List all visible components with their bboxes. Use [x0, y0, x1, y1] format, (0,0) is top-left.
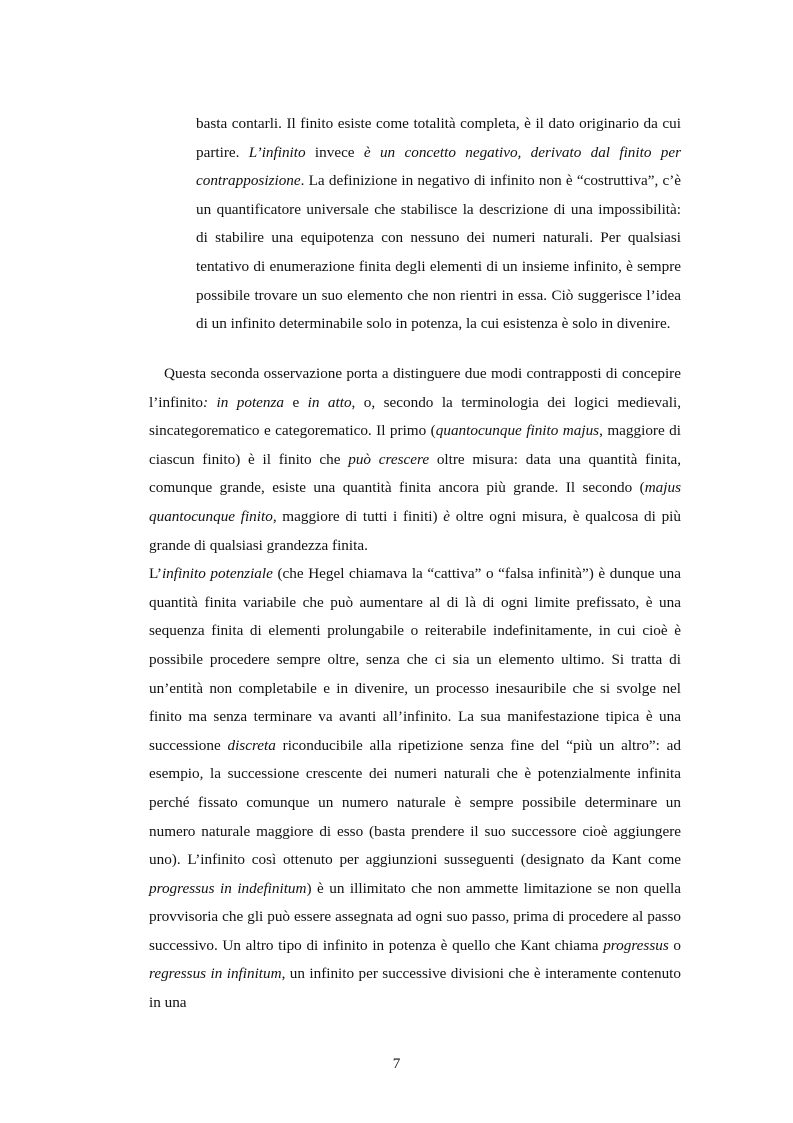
text-run: , un infinito per successive divisioni che è interamente contenuto in una — [149, 965, 681, 1012]
text-run: , o, secondo la terminologia dei logici medievali, sincategorematico e categorematico. Il primo ( — [149, 393, 681, 440]
italic-text-run: in atto — [307, 393, 352, 411]
italic-text-run: quantocunque finito majus — [435, 422, 600, 440]
text-run: o — [668, 936, 681, 954]
text-run: . La definizione in negativo di infinito non è “costruttiva”, c’è un quantificatore universale che stabilisce la descrizione di una impossibilità: di stabilire una equipotenza con nessuno dei numeri naturali. Per qualsiasi tentativo di enumerazione finita degli elementi di un insieme infinito, è sempre possibile trovare un suo elemento che non rientri in essa. Ciò suggerisce l’idea di un infinito determinabile solo in potenza, la cui esistenza è solo in divenire. — [196, 172, 681, 333]
italic-text-run: progressus in indefinitum — [149, 879, 307, 897]
text-run: (che Hegel chiamava la “cattiva” o “falsa infinità”) è dunque una quantità finita variabile che può aumentare al di là di ogni limite prefissato, è una sequenza finita di elementi prolungabile o reiterabile indefinitamente, in cui cioè è possibile procedere sempre oltre, senza che ci sia un elemento ultimo. Si tratta di un’entità non completabile e in divenire, un processo inesauribile che si svolge nel finito ma senza terminare va avanti all’infinito. La sua manifestazione tipica è una successione — [149, 565, 681, 754]
page-number: 7 — [392, 1055, 401, 1072]
italic-text-run: progressus — [603, 936, 669, 954]
italic-text-run: è un concetto negativo, derivato dal finito per contrapposizione — [196, 143, 681, 190]
italic-text-run: regressus in infinitum — [149, 965, 282, 983]
text-run: , maggiore di ciascun finito) è il finito che — [149, 422, 681, 468]
italic-text-run: può crescere — [348, 450, 430, 468]
text-run: riconducibile alla ripetizione senza fine del “più un altro”: ad esempio, la successione crescente dei numeri naturali che è potenzialmente infinita perché fissato comunque un numero naturale è sempre possibile determinare un numero naturale maggiore di esso (basta prendere il suo successore cioè aggiungere uno). L’infinito così ottenuto per aggiunzioni susseguenti (designato da Kant come — [149, 736, 682, 869]
text-run: Questa seconda osservazione porta a distinguere due modi contrapposti di concepire l’infinito — [149, 365, 681, 411]
text-run: ) è un illimitato che non ammette limitazione se non quella provvisoria che gli può essere assegnata ad ogni suo passo, prima di procedere al passo successivo. Un altro tipo di infinito in potenza è quello che Kant chiama — [149, 879, 681, 954]
text-run: L’ — [149, 565, 162, 583]
indented-quote-paragraph — [196, 110, 681, 339]
paragraph-potential-infinity — [149, 560, 681, 1018]
text-run: invece — [305, 143, 364, 161]
text-run: , maggiore di tutti i finiti) — [272, 507, 444, 525]
text-run: basta contarli. Il finito esiste come totalità completa, è il dato originario da cui partire. — [196, 115, 681, 161]
text-run: oltre ogni misura, è qualcosa di più grande di qualsiasi grandezza finita. — [149, 507, 681, 554]
paragraph-potential-actual — [149, 360, 681, 560]
italic-text-run: L’infinito — [248, 143, 306, 161]
italic-text-run: : in potenza — [203, 393, 285, 411]
text-run: e — [284, 393, 308, 411]
italic-text-run: majus quantocunque finito — [149, 479, 681, 525]
italic-text-run: discreta — [227, 736, 276, 754]
text-run: oltre misura: data una quantità finita, comunque grande, esiste una quantità finita ancora più grande. Il secondo ( — [149, 450, 682, 497]
italic-text-run: infinito potenziale — [161, 565, 273, 583]
italic-text-run: è — [443, 507, 451, 525]
body-text — [149, 360, 681, 1018]
